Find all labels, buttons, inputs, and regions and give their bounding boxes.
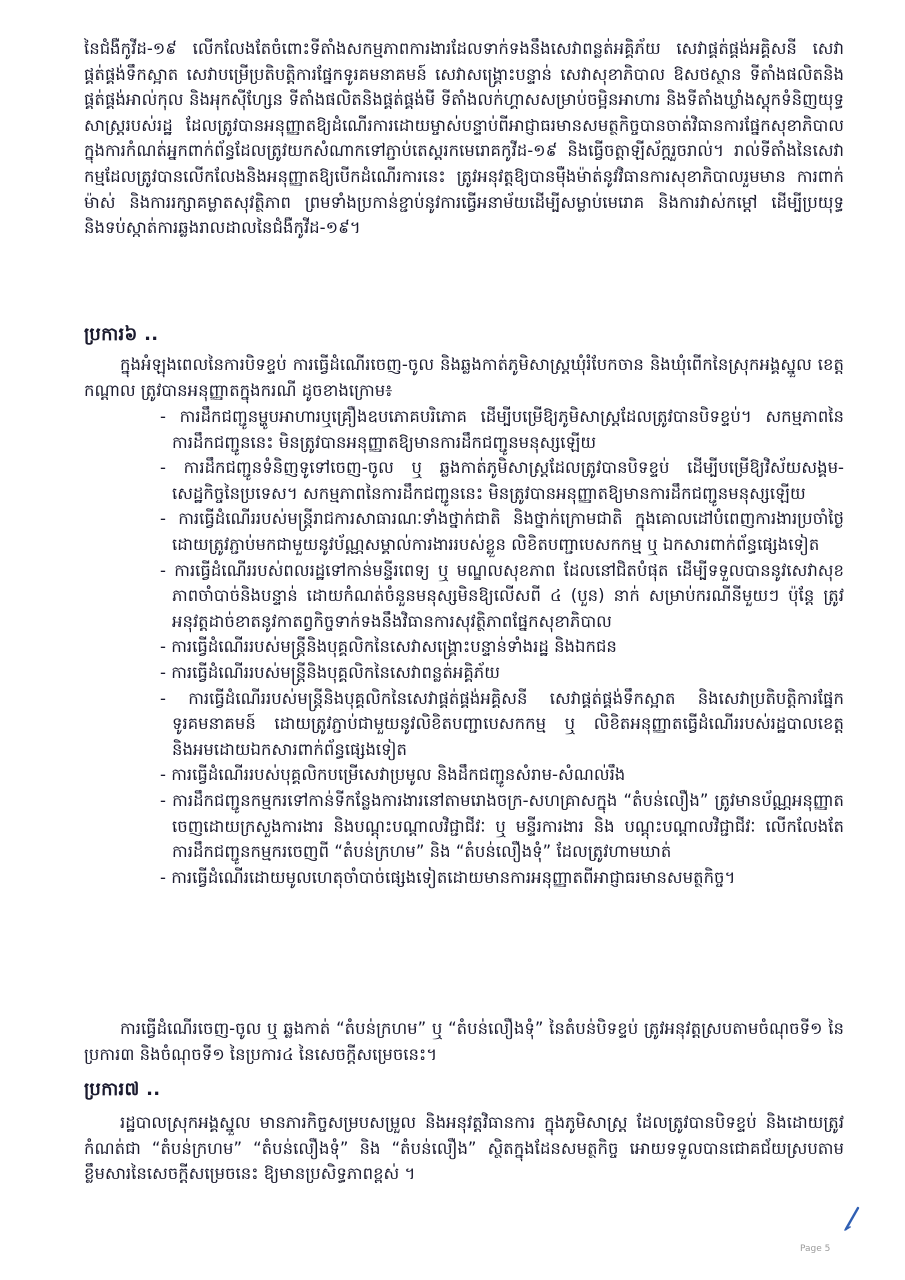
list-item: - ការដឹកជញ្ជូនម្ហូបអាហារឬគ្រឿងឧបភោគបរិភោគ ដើម្បីបម្រើឱ្យភូមិសាស្ត្រដែលត្រូវបានបិទខ្ទប់។ សកម្មភាពនៃការដឹកជញ្ជូននេះ មិនត្រូវបានអនុញ្ញាតឱ្យមានការដឹកជញ្ជូនមនុស្សឡើយ	[150, 404, 844, 455]
list-item: - ការធ្វើដំណើររបស់មន្ត្រីនិងបុគ្គលិកនៃសេវាសង្គ្រោះបន្ទាន់ទាំងរដ្ឋ និងឯកជន	[150, 634, 844, 660]
list-item: - ការធ្វើដំណើររបស់មន្ត្រីរាជការសាធារណៈទាំងថ្នាក់ជាតិ និងថ្នាក់ក្រោមជាតិ ក្នុងគោលដៅបំពេញការងារប្រចាំថ្ងៃ ដោយត្រូវភ្ជាប់មកជាមួយនូវប័ណ្ណសម្គាល់ការងាររបស់ខ្លួន លិខិតបញ្ជាបេសកកម្ម ឬ ឯកសារពាក់ព័ន្ធផ្សេងទៀត	[150, 506, 844, 557]
list-item: - ការដឹកជញ្ជូនកម្មករទៅកាន់ទីកន្លែងការងារនៅតាមរោងចក្រ-សហគ្រាសក្នុង “តំបន់លឿង” ត្រូវមានប័ណ្ណអនុញ្ញាតចេញដោយក្រសួងការងារ និងបណ្តុះបណ្តាលវិជ្ជាជីវៈ ឬ មន្ទីរការងារ និង បណ្តុះបណ្តាលវិជ្ជាជីវៈ លើកលែងតែការដឹកជញ្ជូនកម្មករចេញពី “តំបន់ក្រហម” និង “តំបន់លឿងទុំ” ដែលត្រូវហាមឃាត់	[150, 788, 844, 865]
list-item: - ការធ្វើដំណើររបស់មន្ត្រីនិងបុគ្គលិកនៃសេវាពន្លត់អគ្គិភ័យ	[150, 660, 844, 686]
page-number: Page 5	[800, 1244, 831, 1254]
article-7-heading: ប្រការ៧ ..	[84, 1079, 161, 1100]
list-item: - ការធ្វើដំណើរដោយមូលហេតុចាំបាច់ផ្សេងទៀតដោយមានការអនុញ្ញាតពីអាជ្ញាធរមានសមត្ថកិច្ច។	[150, 865, 844, 891]
list-item: - ការដឹកជញ្ជូនទំនិញទូទៅចេញ-ចូល ឬ ឆ្លងកាត់ភូមិសាស្ត្រដែលត្រូវបានបិទខ្ទប់ ដើម្បីបម្រើឱ្យវិស័យសង្គម-សេដ្ឋកិច្ចនៃប្រទេស។ សកម្មភាពនៃការដឹកជញ្ជូននេះ មិនត្រូវបានអនុញ្ញាតឱ្យមានការដឹកជញ្ជូនមនុស្សឡើយ	[150, 455, 844, 506]
article-7-body: រដ្ឋបាលស្រុកអង្គស្នួល មានភារកិច្ចសម្របសម្រួល និងអនុវត្តវិធានការ ក្នុងភូមិសាស្ត្រ ដែលត្រូវបានបិទខ្ទប់ និងដោយត្រូវកំណត់ជា “តំបន់ក្រហម” “តំបន់លឿងទុំ” និង “តំបន់លឿង” ស្ថិតក្នុងដែនសមត្ថកិច្ច អោយទទួលបានជោគជ័យស្របតាមខ្លឹមសារនៃសេចក្តីសម្រេចនេះ ឱ្យមានប្រសិទ្ធភាពខ្ពស់ ។	[84, 1113, 844, 1184]
list-item: - ការធ្វើដំណើររបស់ពលរដ្ឋទៅកាន់មន្ទីរពេទ្យ ឬ មណ្ឌលសុខភាព ដែលនៅជិតបំផុត ដើម្បីទទួលបាននូវសេវាសុខភាពចាំបាច់និងបន្ទាន់ ដោយកំណត់ចំនួនមនុស្សមិនឱ្យលើសពី ៤ (បួន) នាក់ សម្រាប់ករណីនីមួយៗ ប៉ុន្តែ ត្រូវអនុវត្តដាច់ខាតនូវកាតព្វកិច្ចទាក់ទងនឹងវិធានការសុវត្ថិភាពផ្នែកសុខាភិបាល	[150, 558, 844, 635]
pen-mark-icon	[843, 1205, 861, 1231]
article-6-intro: ក្នុងអំឡុងពេលនៃការបិទខ្ទប់ ការធ្វើដំណើរចេញ-ចូល និងឆ្លងកាត់ភូមិសាស្ត្រឃុំរំបែកចាន និងឃុំពើកនៃស្រុកអង្គស្នួល ខេត្តកណ្តាល ត្រូវបានអនុញ្ញាតក្នុងករណី ដូចខាងក្រោម៖	[84, 355, 844, 400]
list-item: - ការធ្វើដំណើររបស់មន្ត្រីនិងបុគ្គលិកនៃសេវាផ្គត់ផ្គង់អគ្គិសនី សេវាផ្គត់ផ្គង់ទឹកស្អាត និងសេវាប្រតិបត្តិការផ្នែកទូរគមនាគមន៍ ដោយត្រូវភ្ជាប់ជាមួយនូវលិខិតបញ្ជាបេសកកម្ម ឬ លិខិតអនុញ្ញាតធ្វើដំណើររបស់រដ្ឋបាលខេត្ត និងអមដោយឯកសារពាក់ព័ន្ធផ្សេងទៀត	[150, 686, 844, 763]
intro-paragraph: នៃជំងឺកូវីដ-១៩ លើកលែងតែចំពោះទីតាំងសកម្មភាពការងារដែលទាក់ទងនឹងសេវាពន្លត់អគ្គិភ័យ សេវាផ្គត់ផ្គង់អគ្គិសនី សេវាផ្គត់ផ្គង់ទឹកស្អាត សេវាបម្រើប្រតិបត្តិការផ្នែកទូរគមនាគមន៍ សេវាសង្គ្រោះបន្ទាន់ សេវាសុខាភិបាល ឱសថស្ថាន ទីតាំងផលិតនិងផ្គត់ផ្គង់អាល់កុល និងអុកស៊ីហ្សែន ទីតាំងផលិតនិងផ្គត់ផ្គង់មី ទីតាំងលក់ហ្គាសសម្រាប់ចម្អិនអាហារ និងទីតាំងឃ្លាំងស្តុកទំនិញយុទ្ធសាស្ត្ររបស់រដ្ឋ ដែលត្រូវបានអនុញ្ញាតឱ្យដំណើរការដោយម្ចាស់បន្ទាប់ពីអាជ្ញាធរមានសមត្ថកិច្ចបានចាត់វិធានការផ្នែកសុខាភិបាល ក្នុងការកំណត់អ្នកពាក់ព័ន្ធដែលត្រូវយកសំណាកទៅភ្ជាប់តេស្តរកមេរោគកូវីដ-១៩ និងធ្វើចត្តាឡីស័ក្តរួចរាល់។ រាល់ទីតាំងនៃសេវាកម្មដែលត្រូវបានលើកលែងនិងអនុញ្ញាតឱ្យបើកដំណើរការនេះ ត្រូវអនុវត្តឱ្យបានម៉ឺងម៉ាត់នូវវិធានការសុខាភិបាលរួមមាន ការពាក់ម៉ាស់ និងការរក្សាគម្លាតសុវត្ថិភាព ព្រមទាំងប្រកាន់ខ្ជាប់នូវការធ្វើអនាម័យដើម្បីសម្លាប់មេរោគ និងការវាស់កម្តៅ ដើម្បីប្រយុទ្ធ និងទប់ស្កាត់ការឆ្លងរាលដាលនៃជំងឺកូវីដ-១៩។	[84, 39, 844, 238]
article-6-list	[150, 404, 844, 890]
article-6-closing: ការធ្វើដំណើរចេញ-ចូល ឬ ឆ្លងកាត់ “តំបន់ក្រហម” ឬ “តំបន់លឿងទុំ” នៃតំបន់បិទខ្ទប់ ត្រូវអនុវត្តស្របតាមចំណុចទី១ នៃប្រការ៣ និងចំណុចទី១ នៃប្រការ៤ នៃសេចក្តីសម្រេចនេះ។	[84, 1019, 844, 1064]
article-6-heading: ប្រការ៦ ..	[84, 324, 159, 345]
list-item: - ការធ្វើដំណើររបស់បុគ្គលិកបម្រើសេវាប្រមូល និងដឹកជញ្ជូនសំរាម-សំណល់រឹង	[150, 762, 844, 788]
